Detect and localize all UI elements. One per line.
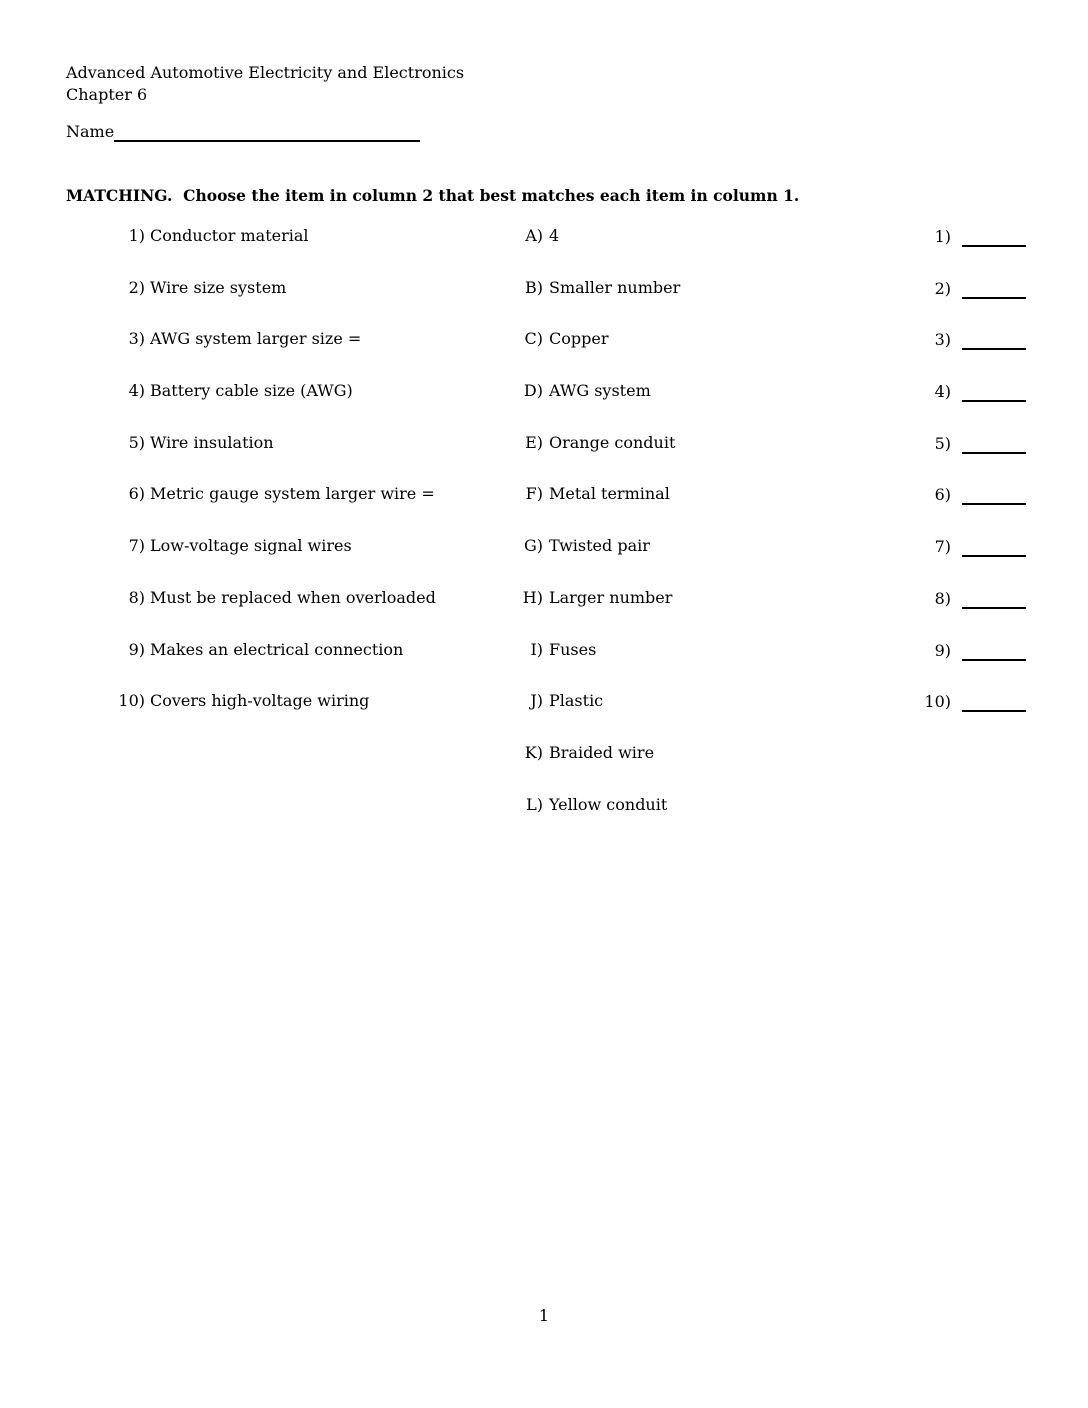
- item-text: Must be replaced when overloaded: [150, 587, 436, 607]
- item-number: 6): [934, 485, 951, 505]
- item-text: Low-voltage signal wires: [150, 536, 352, 556]
- matching-option: [460, 691, 820, 743]
- item-text: AWG system larger size =: [150, 329, 362, 349]
- answer-blank-line: [962, 645, 1026, 661]
- answer-row: [880, 640, 1080, 692]
- item-text: Makes an electrical connection: [150, 639, 404, 659]
- answer-row: [880, 536, 1080, 588]
- answer-row: [880, 484, 1080, 536]
- answer-blank-line: [962, 386, 1026, 402]
- matching-option: [460, 381, 820, 433]
- matching-item: [66, 588, 466, 640]
- matching-option: [460, 484, 820, 536]
- matching-item: [66, 329, 466, 381]
- matching-item: [66, 536, 466, 588]
- document-header: [66, 62, 464, 106]
- name-label: Name: [66, 122, 115, 141]
- item-number: 5): [934, 433, 951, 453]
- item-number: 8): [934, 588, 951, 608]
- matching-option: [460, 329, 820, 381]
- answer-row: [880, 226, 1080, 278]
- item-number: A): [525, 226, 543, 245]
- matching-option: [460, 536, 820, 588]
- item-number: 5): [128, 432, 145, 452]
- item-number: L): [526, 794, 543, 814]
- item-number: I): [530, 639, 543, 659]
- answer-blank-line: [962, 438, 1026, 454]
- item-number: 7): [934, 537, 951, 557]
- matching-option: [460, 433, 820, 485]
- item-number: 1): [128, 226, 145, 245]
- answer-blank-line: [962, 334, 1026, 350]
- name-blank-line: [114, 122, 420, 142]
- answer-blank-line: [962, 541, 1026, 557]
- matching-item: [66, 381, 466, 433]
- item-text: Metal terminal: [549, 484, 670, 504]
- item-number: H): [522, 587, 543, 607]
- item-number: K): [524, 742, 543, 762]
- item-text: Wire insulation: [150, 432, 274, 452]
- item-text: Braided wire: [549, 742, 655, 762]
- answer-row: [880, 329, 1080, 381]
- item-number: 2): [128, 277, 145, 297]
- item-text: Covers high-voltage wiring: [150, 691, 370, 711]
- answer-row: [880, 381, 1080, 433]
- chapter-label: Chapter 6: [66, 85, 148, 104]
- answer-blank-line: [962, 593, 1026, 609]
- matching-column1: [66, 226, 466, 743]
- answer-blank-line: [962, 231, 1026, 247]
- answer-row: [880, 433, 1080, 485]
- matching-option: [460, 640, 820, 692]
- item-number: 4): [934, 382, 951, 402]
- matching-item: [66, 691, 466, 743]
- answer-blank-line: [962, 489, 1026, 505]
- matching-option: [460, 278, 820, 330]
- matching-option: [460, 743, 820, 795]
- matching-column2: [460, 226, 820, 846]
- item-number: 4): [128, 381, 145, 401]
- answer-row: [880, 278, 1080, 330]
- answer-row: [880, 588, 1080, 640]
- item-number: J): [530, 691, 543, 711]
- item-number: B): [525, 277, 543, 297]
- item-text: Fuses: [549, 639, 597, 659]
- item-number: 1): [934, 227, 951, 246]
- item-text: Metric gauge system larger wire =: [150, 484, 435, 504]
- item-number: 10): [118, 691, 145, 711]
- item-text: Copper: [549, 329, 609, 349]
- item-number: 3): [934, 330, 951, 350]
- item-number: F): [525, 484, 543, 504]
- item-number: D): [523, 381, 543, 401]
- matching-answers: [880, 226, 1080, 743]
- answer-row: [880, 691, 1080, 743]
- matching-instructions: MATCHING. Choose the item in column 2 that best matches each item in column 1.: [66, 186, 800, 205]
- item-number: C): [524, 329, 543, 349]
- matching-item: [66, 278, 466, 330]
- name-field: [66, 122, 420, 142]
- item-number: 6): [128, 484, 145, 504]
- item-number: 2): [934, 278, 951, 298]
- matching-item: [66, 433, 466, 485]
- item-number: 3): [128, 329, 145, 349]
- matching-option: [460, 588, 820, 640]
- item-text: 4: [549, 226, 560, 245]
- item-text: Orange conduit: [549, 432, 676, 452]
- answer-blank-line: [962, 283, 1026, 299]
- item-text: Yellow conduit: [549, 794, 668, 814]
- matching-item: [66, 640, 466, 692]
- document-title: Advanced Automotive Electricity and Electronics: [66, 63, 465, 82]
- item-text: Twisted pair: [549, 536, 650, 556]
- matching-option: [460, 795, 820, 847]
- answer-blank-line: [962, 696, 1026, 712]
- item-number: E): [525, 432, 543, 452]
- item-number: 9): [128, 639, 145, 659]
- matching-item: [66, 484, 466, 536]
- item-number: G): [523, 536, 543, 556]
- item-text: AWG system: [549, 381, 651, 401]
- item-text: Larger number: [549, 587, 673, 607]
- item-text: Battery cable size (AWG): [150, 381, 353, 401]
- item-text: Smaller number: [549, 277, 681, 297]
- matching-option: [460, 226, 820, 278]
- item-number: 8): [128, 587, 145, 607]
- item-text: Conductor material: [150, 226, 309, 245]
- item-text: Plastic: [549, 691, 604, 711]
- item-text: Wire size system: [150, 277, 287, 297]
- item-number: 7): [128, 536, 145, 556]
- item-number: 9): [934, 640, 951, 660]
- matching-item: [66, 226, 466, 278]
- page-number: 1: [538, 1306, 550, 1325]
- item-number: 10): [924, 692, 951, 712]
